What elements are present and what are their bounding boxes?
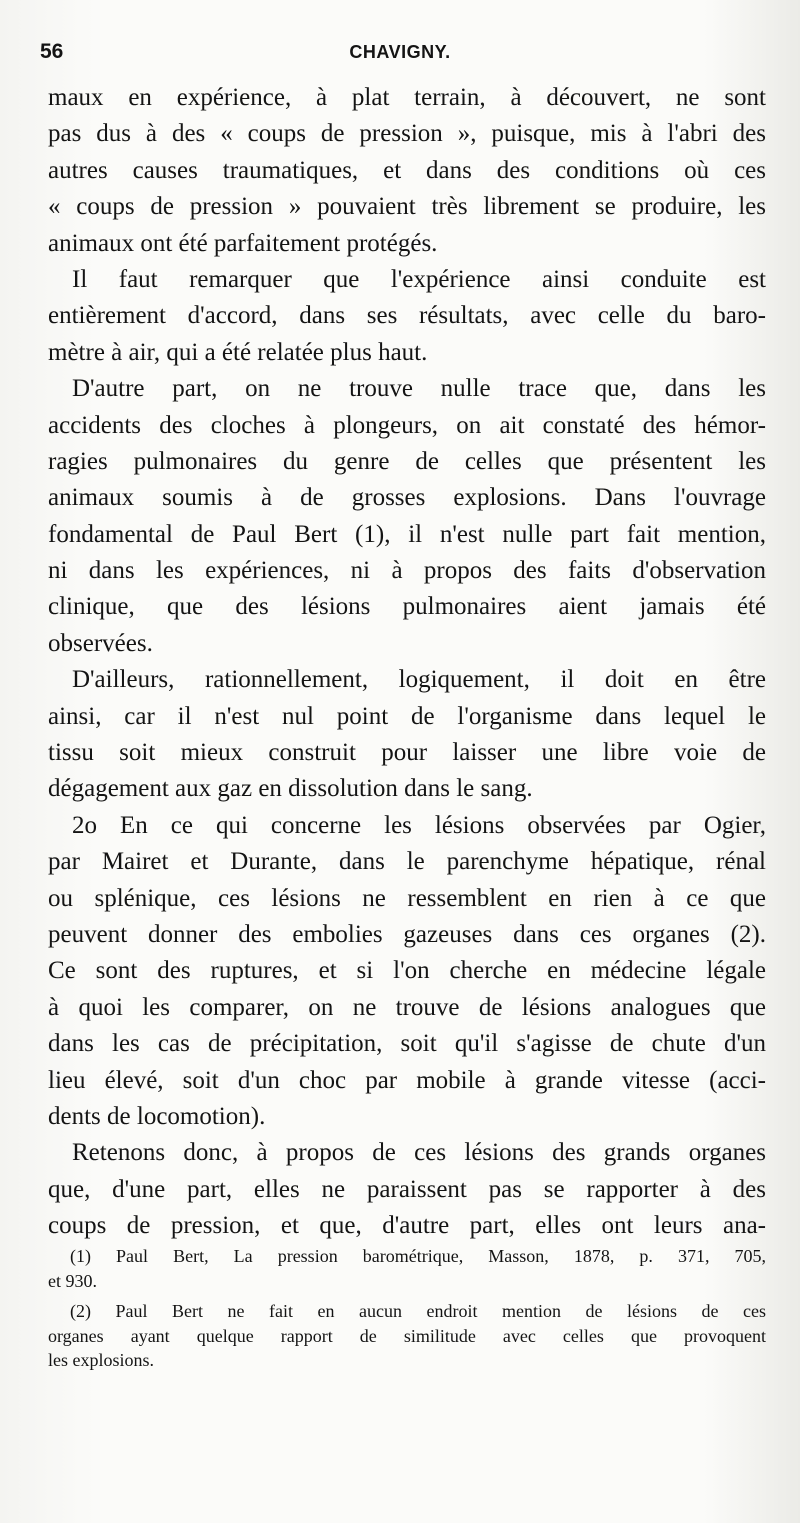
running-head: CHAVIGNY. <box>349 42 451 62</box>
text-line: D'autre part, on ne trouve nulle trace que, dans les <box>72 375 766 403</box>
page-number: 56 <box>40 40 64 63</box>
text-line: Retenons donc, à propos de ces lésions des grands organes <box>72 1139 766 1167</box>
text-line: entièrement d'accord, dans ses résultats, avec celle du baro- <box>48 302 766 330</box>
text-line: pas dus à des « coups de pression », puisque, mis à l'abri des <box>48 120 766 148</box>
text-line: dans les cas de précipitation, soit qu'il s'agisse de chute d'un <box>48 1030 766 1058</box>
text-line: fondamental de Paul Bert (1), il n'est nulle part fait mention, <box>48 520 766 548</box>
text-line: ragies pulmonaires du genre de celles que présentent les <box>48 447 766 475</box>
text-line: Ce sont des ruptures, et si l'on cherche en médecine légale <box>48 957 766 985</box>
footnote-line: (1) Paul Bert, La pression barométrique, Masson, 1878, p. 371, 705, <box>70 1246 766 1266</box>
text-line: clinique, que des lésions pulmonaires aient jamais été <box>48 593 766 621</box>
text-line: peuvent donner des embolies gazeuses dans ces organes (2). <box>48 920 766 948</box>
text-line: coups de pression, et que, d'autre part, elles ont leurs ana- <box>48 1212 766 1240</box>
text-line: dents de locomotion). <box>48 1102 266 1130</box>
text-line: par Mairet et Durante, dans le parenchyme hépatique, rénal <box>48 848 766 876</box>
text-line: tissu soit mieux construit pour laisser une libre voie de <box>48 739 766 767</box>
text-line: D'ailleurs, rationnellement, logiquement, il doit en être <box>72 666 766 694</box>
text-line: accidents des cloches à plongeurs, on ait constaté des hémor- <box>48 411 766 439</box>
text-line: mètre à air, qui a été relatée plus haut. <box>48 338 428 366</box>
text-line: ni dans les expériences, ni à propos des faits d'observation <box>48 557 766 585</box>
text-line: à quoi les comparer, on ne trouve de lésions analogues que <box>48 993 766 1021</box>
text-line: ainsi, car il n'est nul point de l'organisme dans lequel le <box>48 702 766 730</box>
page-header <box>40 40 760 70</box>
text-line: que, d'une part, elles ne paraissent pas se rapporter à des <box>48 1175 766 1203</box>
footnotes <box>48 1244 766 1373</box>
text-line: Il faut remarquer que l'expérience ainsi conduite est <box>72 265 766 293</box>
text-line: ou splénique, ces lésions ne ressemblent en rien à ce que <box>48 884 766 912</box>
text-line: autres causes traumatiques, et dans des conditions où ces <box>48 156 766 184</box>
footnote-line: les explosions. <box>48 1350 154 1370</box>
body-text <box>48 80 766 1245</box>
footnote-line: organes ayant quelque rapport de similitude avec celles que provoquent <box>48 1325 766 1346</box>
text-line: maux en expérience, à plat terrain, à découvert, ne sont <box>48 84 766 111</box>
text-line: lieu élevé, soit d'un choc par mobile à grande vitesse (acci- <box>48 1066 766 1094</box>
text-line: animaux ont été parfaitement protégés. <box>48 229 438 257</box>
text-line: dégagement aux gaz en dissolution dans le sang. <box>48 775 533 803</box>
footnote-line: et 930. <box>48 1270 97 1291</box>
text-line: 2o En ce qui concerne les lésions observées par Ogier, <box>72 811 766 839</box>
footnote-line: (2) Paul Bert ne fait en aucun endroit mention de lésions de ces <box>70 1301 766 1321</box>
text-line: animaux soumis à de grosses explosions. Dans l'ouvrage <box>48 484 766 512</box>
text-line: observées. <box>48 629 153 657</box>
text-line: « coups de pression » pouvaient très librement se produire, les <box>48 193 766 221</box>
